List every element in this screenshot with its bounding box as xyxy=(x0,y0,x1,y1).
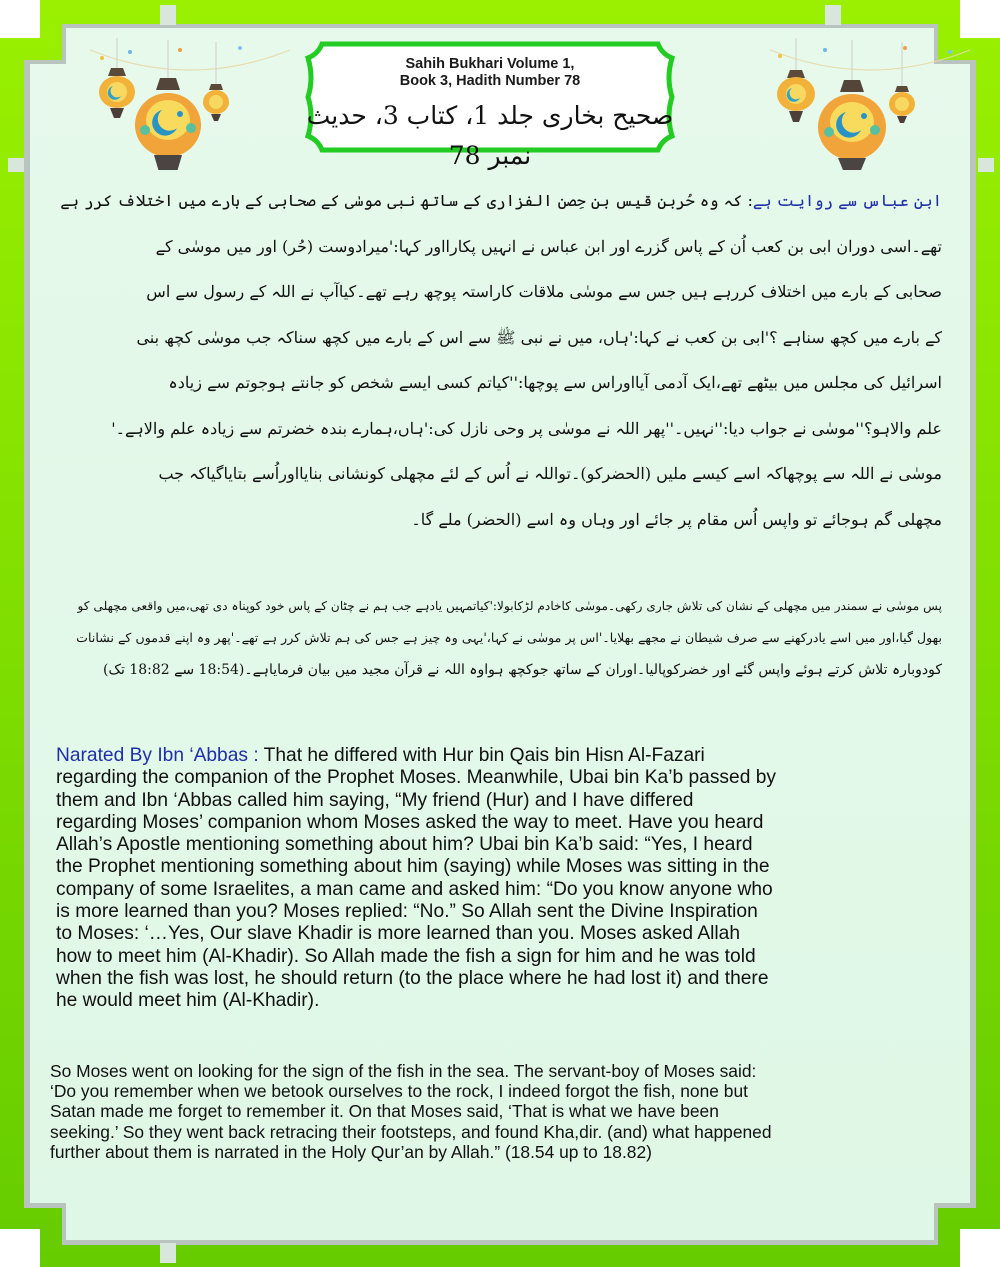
urdu-second-paragraph xyxy=(58,590,942,686)
title-english-line-1: Sahih Bukhari Volume 1, xyxy=(405,56,575,72)
urdu-narrator: ابن عباس سے روایت ہے xyxy=(752,191,942,210)
english-line: when the fish was lost, he should return (to the place where he had lost it) and there xyxy=(56,967,769,989)
english-line: So Moses went on looking for the sign of the fish in the sea. The servant-boy of Moses said: xyxy=(50,1061,757,1081)
urdu-line: کودوبارہ تلاش کرتے ہوئے واپس گئے اور خضرکوپالیا۔اوران کے ساتھ جوکچھ ہواوہ اللہ نے قرآن مجید میں بیان فرمایاہے۔(18:54 سے 18:82 تک) xyxy=(103,662,942,678)
english-line: seeking.’ So they went back retracing their footsteps, and found Kha,dir. (and) what happened xyxy=(50,1121,772,1142)
english-line: regarding the companion of the Prophet Moses. Meanwhile, Ubai bin Ka’b passed by xyxy=(56,767,776,789)
lantern-icon xyxy=(90,20,290,170)
english-line: regarding Moses’ companion whom Moses asked the way to meet. Have you heard xyxy=(56,811,764,833)
english-main-paragraph xyxy=(56,745,956,1013)
english-line: Satan made me forget to remember it. On that Moses said, ‘That is what we have been xyxy=(50,1101,719,1122)
urdu-line: بھول گیا،اور میں اسے یادرکھنے سے صرف شیطان نے مجھے بھلایا۔'اس پر موسٰی نے کہا،'یہی وہ چیز ہے جس کی ہم تلاش کرر ہے تھے۔'پھر وہ اپنے قدموں کے نشانات xyxy=(76,630,942,645)
english-line: how to meet him (Al-Khadir). So Allah made the fish a sign for him and he was told xyxy=(56,945,756,967)
urdu-line: صحابی کے بارے میں اختلاف کررہے ہیں جس سے موسٰی ملاقات کاراستہ پوچھ رہے تھے۔کیاآپ نے اللہ کے رسول سے اس xyxy=(146,282,942,301)
urdu-line: موسٰی نے اللہ سے پوچھاکہ اسے کیسے ملیں (الحضرکو)۔تواللہ نے اُس کے لئے مچھلی کونشانی بنایااوراُسے بتایاگیاکہ جب xyxy=(158,464,942,483)
urdu-line: پس موسٰی نے سمندر میں مچھلی کے نشان کی تلاش جاری رکھی۔موسٰی کاخادم لڑکابولا:'کیاتمہیں یادہے جب ہم نے چٹان کے پاس خود کوپناہ دی تھی،میں واقعی مچھلی کو xyxy=(77,599,942,613)
english-narrator: Narated By Ibn ‘Abbas : xyxy=(56,745,259,766)
urdu-line: اسرائیل کی مجلس میں بیٹھے تھے،ایک آدمی آیااوراس سے پوچھا:''کیاتم کسی ایسے شخص کو جانتے ہوجوتم سے زیادہ xyxy=(168,373,942,392)
english-line: the Prophet mentioning something about him (saying) while Moses was sitting in the xyxy=(56,856,770,878)
title-urdu: صحیح بخاری جلد 1، کتاب 3، حدیث نمبر 78 xyxy=(306,101,674,170)
english-second-paragraph xyxy=(50,1061,960,1162)
title-english xyxy=(300,56,680,90)
lantern-icon xyxy=(770,20,970,170)
english-line: is more learned than you? Moses replied: “No.” So Allah sent the Divine Inspiration xyxy=(56,901,758,923)
english-line: Allah’s Apostle mentioning something about him? Ubai bin Ka’b said: “Yes, I heard xyxy=(56,834,753,856)
english-line: further about them is narrated in the Holy Qur’an by Allah.” (18.54 up to 18.82) xyxy=(50,1141,652,1162)
english-line: company of some Israelites, a man came and asked him: “Do you know anyone who xyxy=(56,878,773,900)
urdu-line: مچھلی گم ہوجائے تو واپس اُس مقام پر جائے اور وہاں وہ اسے (الحضر) ملے گا۔ xyxy=(411,509,942,529)
english-line: them and Ibn ‘Abbas called him saying, “My friend (Hur) and I have differed xyxy=(56,789,694,811)
english-line: to Moses: ‘…Yes, Our slave Khadir is more learned than you. Moses asked Allah xyxy=(56,923,740,945)
lantern-decoration-right xyxy=(770,20,970,170)
title-box xyxy=(300,38,680,170)
urdu-line: کے بارے میں کچھ سناہے ؟'ابی بن کعب نے کہا:'ہاں، میں نے نبی ﷺ سے اس کے بارے میں کچھ سناکہ جب موسٰی کچھ بنی xyxy=(136,327,942,347)
urdu-line: : کہ وہ حُربن قیس بن حِصن الفزاری کے ساتھ نبی موسٰی کے صحابی کے بارے میں اختلاف کرر ہے xyxy=(60,191,753,210)
urdu-line: تھے۔اسی دوران ابی بن کعب اُن کے پاس گزرے اور ابن عباس نے انہیں پکارااور کہا:'میرادوست (حُر) اور میں موسٰی کے xyxy=(155,236,942,256)
title-english-line-2: Book 3, Hadith Number 78 xyxy=(399,73,581,89)
english-line: That he differed with Hur bin Qais bin Hisn Al-Fazari xyxy=(258,745,705,766)
urdu-main-paragraph xyxy=(58,178,942,542)
english-line: he would meet him (Al-Khadir). xyxy=(56,990,320,1012)
lantern-decoration-left xyxy=(90,20,290,170)
english-line: ‘Do you remember when we betook ourselves to the rock, I indeed forgot the fish, none but xyxy=(50,1081,748,1102)
urdu-line: علم والاہو؟''موسٰی نے جواب دیا:''نہیں۔''پھر اللہ نے موسٰی پر وحی نازل کی:'ہاں،ہمارے بندہ خضرتم سے زیادہ علم والاہے۔' xyxy=(111,418,942,438)
